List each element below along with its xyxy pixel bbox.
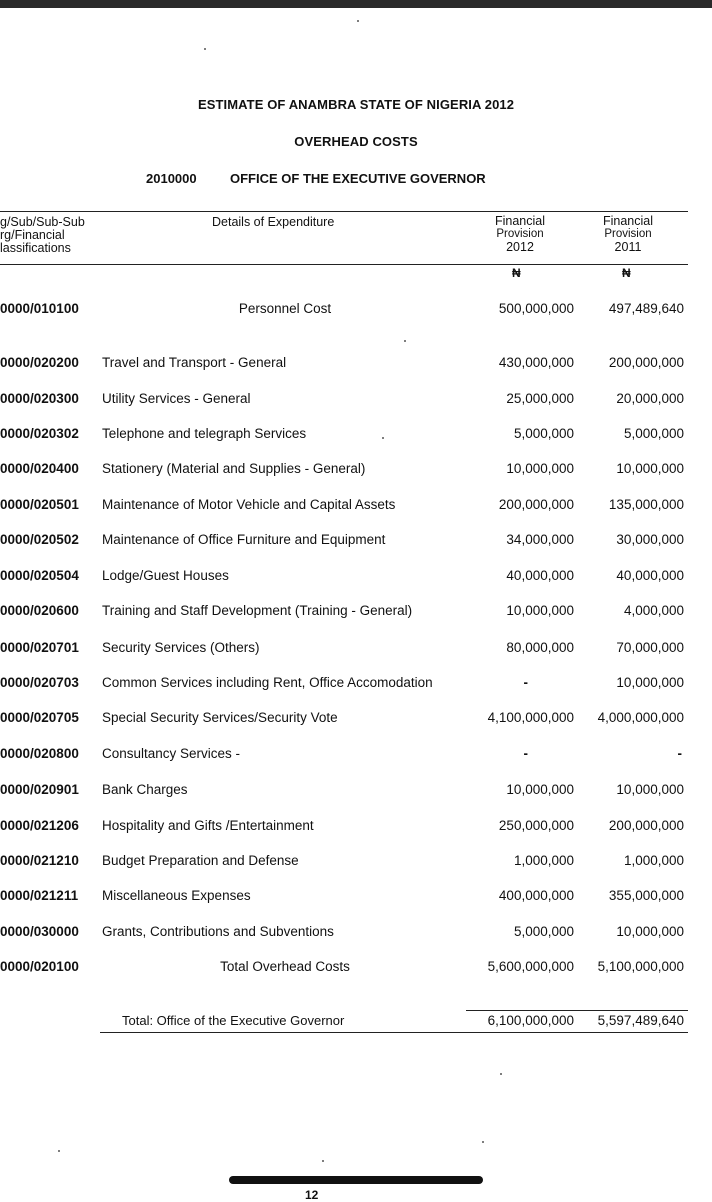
table-row [0, 924, 712, 944]
table-row [0, 301, 712, 321]
row-provision-2011: 40,000,000 [616, 568, 684, 583]
office-name: OFFICE OF THE EXECUTIVE GOVERNOR [230, 171, 486, 186]
row-code: 0000/021206 [0, 818, 79, 833]
row-code: 0000/020504 [0, 568, 79, 583]
row-details: Bank Charges [102, 782, 188, 797]
row-code: 0000/020100 [0, 959, 79, 974]
grand-total-label: Total: Office of the Executive Governor [122, 1013, 345, 1028]
grand-total-2012: 6,100,000,000 [487, 1013, 574, 1028]
row-code: 0000/020701 [0, 640, 79, 655]
row-code: 0000/021211 [0, 888, 79, 903]
row-provision-2012: 80,000,000 [506, 640, 574, 655]
row-details: Stationery (Material and Supplies - General) [102, 461, 366, 476]
header-bottom-rule [0, 264, 688, 265]
grand-total-bottom-rule [100, 1032, 688, 1033]
table-row [0, 853, 712, 873]
row-provision-2011: 200,000,000 [608, 818, 684, 833]
row-code: 0000/020703 [0, 675, 79, 690]
row-details: Budget Preparation and Defense [102, 853, 299, 868]
row-provision-2012: 10,000,000 [506, 461, 574, 476]
table-row [0, 532, 712, 552]
row-provision-2012: - [523, 746, 528, 761]
row-provision-2012: 430,000,000 [498, 355, 574, 370]
provision-2011-header-line: 2011 [614, 240, 642, 254]
row-provision-2012: 200,000,000 [498, 497, 574, 512]
scan-speck [204, 48, 206, 50]
row-provision-2012: 25,000,000 [506, 391, 574, 406]
classification-header-line: g/Sub/Sub-Sub [0, 215, 85, 229]
row-details: Personnel Cost [238, 301, 332, 316]
row-provision-2011: 10,000,000 [616, 461, 684, 476]
row-provision-2011: 1,000,000 [623, 853, 684, 868]
row-code: 0000/010100 [0, 301, 79, 316]
row-provision-2011: 5,000,000 [623, 426, 684, 441]
provision-2012-header [478, 215, 562, 254]
row-provision-2012: - [523, 675, 528, 690]
row-provision-2012: 1,000,000 [513, 853, 574, 868]
row-provision-2011: 70,000,000 [616, 640, 684, 655]
document-title: ESTIMATE OF ANAMBRA STATE OF NIGERIA 2012 [197, 97, 515, 112]
office-code: 2010000 [146, 171, 197, 186]
scan-speck [357, 20, 359, 22]
table-row [0, 818, 712, 838]
row-details: Training and Staff Development (Training - General) [102, 603, 413, 618]
table-row [0, 426, 712, 446]
row-provision-2011: 20,000,000 [616, 391, 684, 406]
row-code: 0000/020901 [0, 782, 79, 797]
table-row [0, 497, 712, 517]
row-provision-2012: 5,000,000 [513, 924, 574, 939]
currency-2012: ₦ [512, 266, 521, 280]
row-provision-2011: 497,489,640 [608, 301, 684, 316]
row-details: Utility Services - General [102, 391, 251, 406]
table-row [0, 782, 712, 802]
scan-speck [382, 437, 384, 439]
row-details: Travel and Transport - General [102, 355, 287, 370]
row-provision-2012: 10,000,000 [506, 782, 574, 797]
provision-2012-header-line: Provision [496, 228, 544, 240]
row-provision-2012: 40,000,000 [506, 568, 574, 583]
table-row [0, 888, 712, 908]
table-row [0, 959, 712, 979]
row-provision-2011: 30,000,000 [616, 532, 684, 547]
row-provision-2011: 5,100,000,000 [597, 959, 684, 974]
classification-header [0, 216, 85, 255]
row-provision-2011: 4,000,000,000 [597, 710, 684, 725]
scan-speck [404, 340, 406, 342]
row-details: Common Services including Rent, Office Accomodation [102, 675, 433, 690]
row-details: Security Services (Others) [102, 640, 260, 655]
row-details: Hospitality and Gifts /Entertainment [102, 818, 314, 833]
row-details: Consultancy Services - [102, 746, 241, 761]
table-row [0, 391, 712, 411]
provision-2012-header-line: 2012 [506, 240, 534, 254]
scan-speck [482, 1141, 484, 1143]
classification-header-line: lassifications [0, 241, 71, 255]
table-row [0, 355, 712, 375]
grand-total-top-rule [466, 1010, 688, 1011]
details-header: Details of Expenditure [212, 215, 335, 229]
row-provision-2012: 5,000,000 [513, 426, 574, 441]
classification-header-line: rg/Financial [0, 228, 65, 242]
row-code: 0000/020200 [0, 355, 79, 370]
row-code: 0000/020300 [0, 391, 79, 406]
row-provision-2011: 355,000,000 [608, 888, 684, 903]
row-provision-2011: 135,000,000 [608, 497, 684, 512]
row-code: 0000/020501 [0, 497, 79, 512]
row-code: 0000/030000 [0, 924, 79, 939]
row-provision-2012: 500,000,000 [498, 301, 574, 316]
row-details: Total Overhead Costs [220, 959, 350, 974]
provision-2011-header-line: Financial [602, 214, 654, 228]
document-subtitle: OVERHEAD COSTS [294, 134, 418, 149]
row-provision-2012: 5,600,000,000 [487, 959, 574, 974]
table-row [0, 675, 712, 695]
row-provision-2011: 4,000,000 [623, 603, 684, 618]
row-code: 0000/020800 [0, 746, 79, 761]
row-provision-2012: 250,000,000 [498, 818, 574, 833]
row-provision-2011: - [677, 746, 682, 761]
currency-2011: ₦ [622, 266, 631, 280]
row-details: Telephone and telegraph Services [102, 426, 307, 441]
header-top-rule [0, 211, 688, 212]
table-row [0, 603, 712, 623]
row-details: Maintenance of Office Furniture and Equipment [102, 532, 386, 547]
row-details: Maintenance of Motor Vehicle and Capital Assets [102, 497, 396, 512]
grand-total-2011: 5,597,489,640 [597, 1013, 684, 1028]
row-code: 0000/020502 [0, 532, 79, 547]
provision-2011-header [586, 215, 670, 254]
row-details: Grants, Contributions and Subventions [102, 924, 334, 939]
page-number: 12 [305, 1188, 319, 1202]
row-code: 0000/020600 [0, 603, 79, 618]
row-details: Lodge/Guest Houses [102, 568, 229, 583]
row-provision-2012: 10,000,000 [506, 603, 574, 618]
row-provision-2012: 400,000,000 [498, 888, 574, 903]
row-provision-2011: 10,000,000 [616, 782, 684, 797]
scan-speck [58, 1150, 60, 1152]
table-row [0, 461, 712, 481]
table-row [0, 568, 712, 588]
row-code: 0000/020705 [0, 710, 79, 725]
provision-2012-header-line: Financial [494, 214, 546, 228]
grand-total-row [0, 1013, 712, 1033]
home-indicator[interactable] [229, 1176, 483, 1184]
row-provision-2011: 10,000,000 [616, 924, 684, 939]
row-provision-2011: 200,000,000 [608, 355, 684, 370]
table-row [0, 710, 712, 730]
row-code: 0000/020302 [0, 426, 79, 441]
row-code: 0000/020400 [0, 461, 79, 476]
row-provision-2011: 10,000,000 [616, 675, 684, 690]
table-row [0, 746, 712, 766]
row-provision-2012: 4,100,000,000 [487, 710, 574, 725]
row-details: Miscellaneous Expenses [102, 888, 251, 903]
scan-speck [322, 1160, 324, 1162]
table-row [0, 640, 712, 660]
row-code: 0000/021210 [0, 853, 79, 868]
row-provision-2012: 34,000,000 [506, 532, 574, 547]
provision-2011-header-line: Provision [604, 228, 652, 240]
scan-speck [500, 1073, 502, 1075]
row-details: Special Security Services/Security Vote [102, 710, 338, 725]
